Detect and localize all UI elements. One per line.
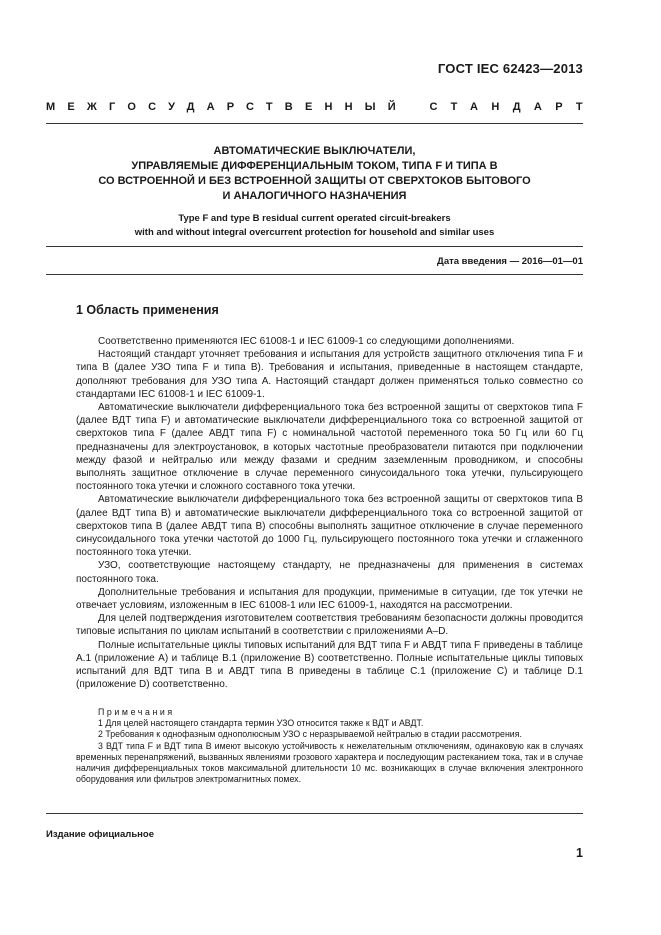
standard-kind — [46, 101, 596, 113]
paragraph: Автоматические выключатели дифференциального тока без встроенной защиты от сверхтоков типа B (далее ВДТ типа B) и автоматические выключатели дифференциального тока со встроенной защитой от сверхтоков типа B (далее АВДТ типа B) способны выполнять защитное отключение в случае переменного синусоидального тока утечки частотой до 1000 Гц, пульсирующего постоянного тока утечки и сглаженного постоянного тока утечки. — [76, 494, 583, 559]
footer-divider — [46, 813, 583, 814]
paragraph: Для целей подтверждения изготовителем соответствия требованиям безопасности должны проводится типовые испытания по циклам испытаний в соответствии с приложениями A–D. — [76, 613, 583, 638]
title-russian — [46, 144, 583, 204]
section-heading: 1 Область применения — [76, 303, 219, 317]
title-ru-line: УПРАВЛЯЕМЫЕ ДИФФЕРЕНЦИАЛЬНЫМ ТОКОМ, ТИПА F И ТИПА B — [131, 160, 498, 172]
title-divider — [46, 246, 583, 247]
notes-heading: Примечания — [98, 707, 175, 717]
note-item: 3 ВДТ типа F и ВДТ типа B имеют высокую устойчивость к нежелательным отключениям, одинаковую как в случаях временных перенапряжений, вызванных явлениями грозового характера и последующим растеканием тока, так и в случае наличия дифференциальных токов максимальной длительности 10 мс. возникающих в случае включения электронного оборудования или фильтров электромагнитных помех. — [76, 740, 583, 785]
section-body — [76, 335, 583, 691]
date-divider — [46, 274, 583, 275]
paragraph: Настоящий стандарт уточняет требования и испытания для устройств защитного отключения типа F и типа B (далее УЗО типа F и типа B). Требования и испытания, приведенные в настоящем стандарте, дополняют требования для УЗО типа A. Настоящий стандарт должен применяться только совместно со стандартами IEC 61008-1 и IEC 61009-1. — [76, 349, 583, 400]
title-en-line: Type F and type B residual current operated circuit-breakers — [178, 213, 451, 224]
paragraph: Соответственно применяются IEC 61008-1 и IEC 61009-1 со следующими дополнениями. — [98, 336, 515, 347]
title-english — [46, 212, 583, 240]
standard-kind-part1: МЕЖГОСУДАРСТВЕННЫЙ — [46, 101, 408, 113]
paragraph: Автоматические выключатели дифференциального тока без встроенной защиты от сверхтоков типа F (далее ВДТ типа F) и автоматические выключатели дифференциального тока со встроенной защитой от сверхтоков типа F (далее АВДТ типа F) с номинальной частотой переменного тока 50 Гц или 60 Гц предназначены для электроустановок, в которых частотные преобразователи питаются при подключении между фазой и нейтралью или между фазами и средним заземленным проводником, и способны выполнять защитное отключение в случае переменного синусоидального тока утечки, пульсирующего постоянного тока утечки и сложного составного тока утечки. — [76, 402, 583, 493]
page-number: 1 — [576, 846, 583, 860]
title-ru-line: АВТОМАТИЧЕСКИЕ ВЫКЛЮЧАТЕЛИ, — [213, 145, 416, 157]
title-ru-line: И АНАЛОГИЧНОГО НАЗНАЧЕНИЯ — [222, 190, 407, 202]
standard-number: ГОСТ IEC 62423—2013 — [437, 61, 583, 76]
notes-block — [76, 707, 583, 785]
introduction-date: Дата введения — 2016—01—01 — [437, 256, 583, 267]
title-en-line: with and without integral overcurrent protection for household and similar uses — [134, 227, 495, 238]
title-ru-line: СО ВСТРОЕННОЙ И БЕЗ ВСТРОЕННОЙ ЗАЩИТЫ ОТ СВЕРХТОКОВ БЫТОВОГО — [98, 175, 531, 187]
edition-label: Издание официальное — [46, 829, 154, 840]
note-item: 1 Для целей настоящего стандарта термин УЗО относится также к ВДТ и АВДТ. — [98, 718, 424, 729]
note-item: 2 Требования к однофазным однополюсным УЗО с неразрываемой нейтралью в стадии рассмотрения. — [98, 729, 522, 740]
paragraph: Дополнительные требования и испытания для продукции, применимые в ситуации, где ток утечки не отвечает условиям, изложенным в IEC 61008-1 или IEC 61009-1, находятся на рассмотрении. — [76, 586, 583, 612]
top-divider — [46, 123, 583, 124]
standard-kind-part2: СТАНДАРТ — [429, 101, 596, 113]
paragraph: УЗО, соответствующие настоящему стандарту, не предназначены для применения в системах постоянного тока. — [76, 560, 583, 585]
paragraph: Полные испытательные циклы типовых испытаний для ВДТ типа F и АВДТ типа F приведены в таблице A.1 (приложение A) и таблице B.1 (приложение B) соответственно. Полные испытательные циклы типовых испытаний для ВДТ типа B и АВДТ типа B приведены в таблице C.1 (приложение C) и таблице D.1 (приложение D) соответственно. — [76, 639, 583, 691]
